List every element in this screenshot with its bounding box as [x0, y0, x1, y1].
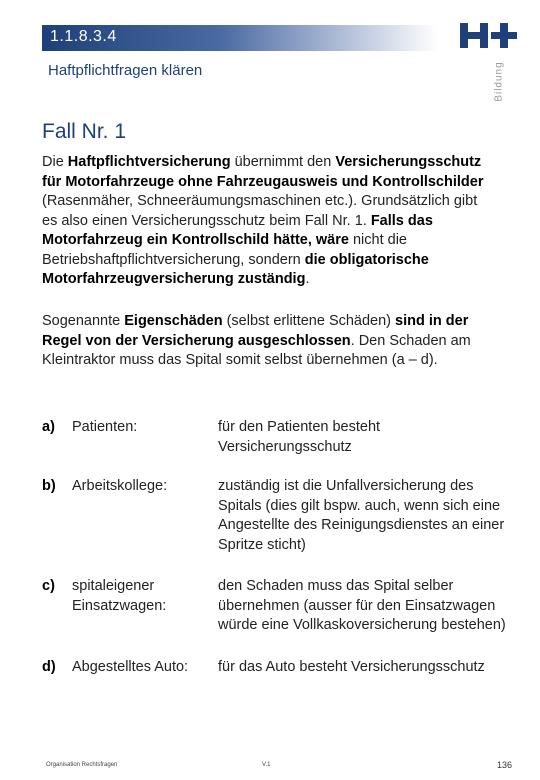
text-segment: Sogenannte — [42, 313, 125, 329]
text-segment: (Rasenmäher, Schneeräumungsmaschinen etc.). Grundsätzlich gibt es also einen Versicherungsschutz beim Fall Nr. 1. — [42, 193, 478, 229]
paragraph-own-damage — [42, 312, 492, 371]
page-subtitle: Haftpflichtfragen klären — [48, 62, 203, 79]
item-party: Abgestelltes Auto: — [72, 658, 189, 675]
case-item-d — [42, 658, 512, 678]
text-segment: übernimmt den — [230, 154, 336, 170]
item-coverage: den Schaden muss das Spital selber übernehmen (ausser für den Einsatzwagen würde eine Vollkaskoversicherung bestehen) — [218, 578, 506, 633]
footer-left: Organisation Rechtsfragen — [46, 762, 118, 768]
item-coverage: für das Auto besteht Versicherungsschutz — [218, 658, 485, 675]
item-marker: a) — [42, 419, 55, 435]
case-item-c — [42, 577, 512, 636]
item-coverage: für den Patienten besteht Versicherungsschutz — [218, 419, 381, 455]
footer-version: V.1 — [262, 762, 271, 768]
item-marker: c) — [42, 578, 55, 594]
item-party: spitaleigener Einsatzwagen: — [72, 578, 167, 614]
text-segment: . — [305, 271, 310, 287]
paragraph-liability — [42, 153, 492, 290]
bold-text-segment: Versicherungsschutz für Motorfahrzeuge ohne Fahrzeugausweis und Kontrollschilder — [42, 154, 484, 190]
case-item-b — [42, 477, 512, 555]
bold-text-segment: sind in der Regel von der Versicherung ausgeschlossen — [42, 313, 469, 349]
item-party: Patienten: — [72, 419, 138, 435]
bold-text-segment: Eigenschäden — [124, 313, 223, 329]
case-list — [42, 418, 512, 697]
text-segment: nicht die Betriebshaftpflichtversicherung, sondern — [42, 232, 407, 268]
bold-text-segment: Falls das Motorfahrzeug ein Kontrollschild hätte, wäre — [42, 212, 433, 248]
text-segment: (selbst erlittene Schäden) — [222, 313, 396, 329]
section-number: 1.1.8.3.4 — [50, 28, 117, 45]
header-bar — [42, 25, 438, 51]
item-coverage: zuständig ist die Unfallversicherung des Spitals (dies gilt bspw. auch, wenn sich eine Angestellte des Reinigungsdienstes an einer Spritze sticht) — [218, 478, 505, 553]
case-title: Fall Nr. 1 — [42, 120, 127, 143]
text-segment: . Den Schaden am Kleintraktor muss das Spital somit selbst übernehmen (a – d). — [42, 332, 471, 368]
item-marker: b) — [42, 478, 56, 494]
hplus-logo-icon — [458, 20, 518, 50]
case-item-a — [42, 418, 512, 457]
logo-word — [493, 54, 521, 114]
text-segment: Die — [42, 154, 68, 170]
page-number: 136 — [497, 760, 513, 770]
item-party: Arbeitskollege: — [72, 478, 168, 494]
bold-text-segment: die obligatorische Motorfahrzeugversicherung zuständig — [42, 251, 429, 287]
logo-word-text: Bildung — [493, 61, 505, 102]
bold-text-segment: Haftpflichtversicherung — [67, 154, 231, 170]
item-marker: d) — [42, 658, 56, 675]
